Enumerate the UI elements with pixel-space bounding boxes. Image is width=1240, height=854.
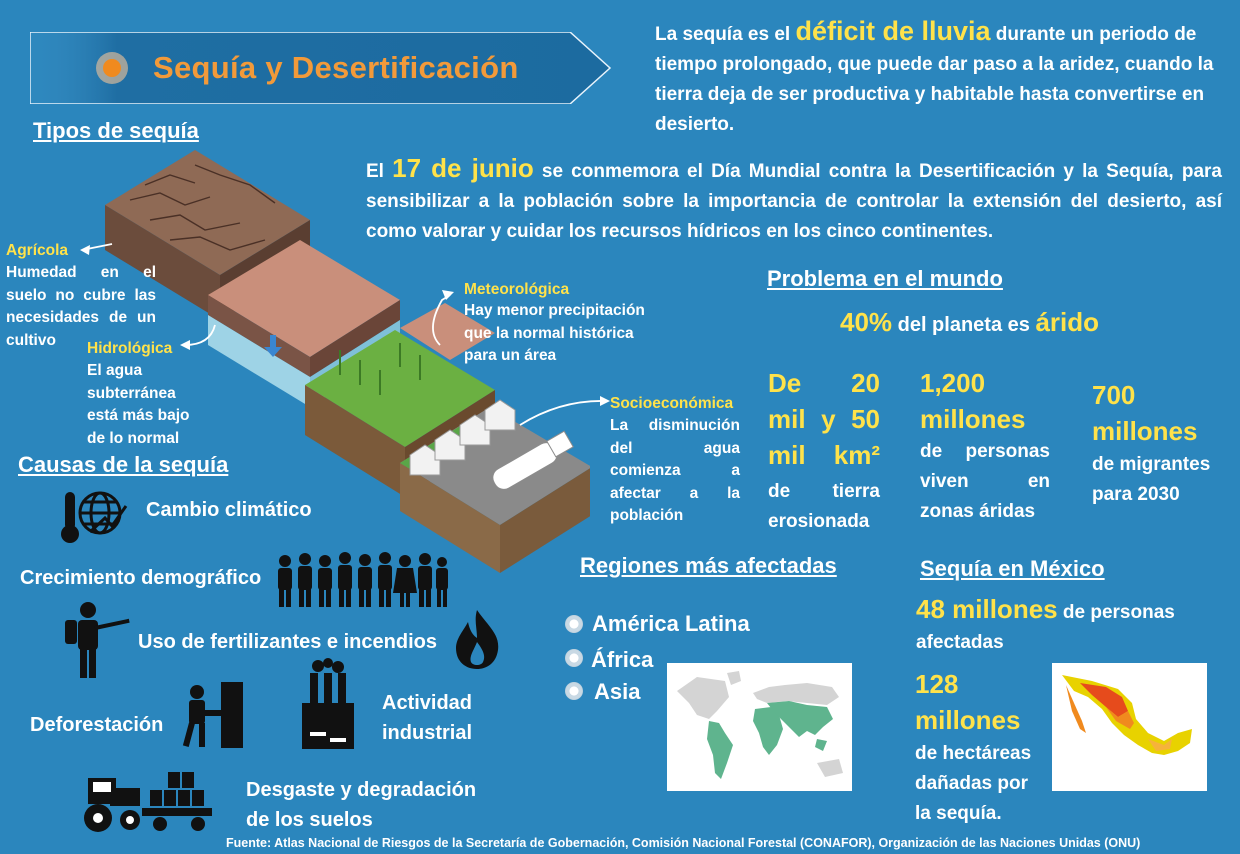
- region-asia: Asia: [594, 679, 641, 704]
- intro-paragraph: La sequía es el déficit de lluvia durante un periodo de tiempo prolongado, que puede dar paso a la aridez, cuando la tierra deja de ser productiva y habitable hasta convertirse en desierto.: [655, 16, 1214, 135]
- crowd-icon: [275, 551, 450, 609]
- fire-icon: [450, 608, 505, 670]
- cause-industrial-activity: Actividad industrial: [382, 692, 473, 744]
- fumigator-icon: [60, 600, 135, 680]
- date-paragraph: El 17 de junio se conmemora el Día Mundial contra la Desertificación y la Sequía, para sensibilizar a la población sobre la importancia de controlar la extensión del desierto, así como valorar y cuidar los recursos hídricos en los cinco continentes.: [366, 153, 1222, 242]
- stat-arid-people-value: 1,200 millones: [920, 368, 1026, 434]
- type-hidrologica-text: El agua subterránea está más bajo de lo normal: [87, 362, 190, 447]
- page-title: Sequía y Desertificación: [153, 50, 519, 85]
- type-hidrologica-label: Hidrológica: [87, 340, 173, 357]
- factory-icon: [300, 658, 355, 750]
- stat-eroded-text: de tierra erosionada: [768, 481, 880, 532]
- stat-arid-people-text: de personas viven en zonas áridas: [920, 441, 1050, 522]
- stat-migrants-value: 700 millones: [1092, 380, 1198, 446]
- region-africa: África: [591, 647, 654, 672]
- cause-population-growth: Crecimiento demográfico: [20, 567, 262, 589]
- type-socioeconomica-label: Socioeconómica: [610, 395, 734, 412]
- types-heading: Tipos de sequía: [33, 118, 199, 143]
- cause-climate-change: Cambio climático: [146, 499, 312, 521]
- region-latam: América Latina: [592, 611, 750, 636]
- type-meteorologica-label: Meteorológica: [464, 281, 570, 298]
- region-bullet-icon: [565, 615, 583, 633]
- cause-deforestation: Deforestación: [30, 714, 164, 736]
- stat-migrants-text: de migrantes para 2030: [1092, 454, 1211, 505]
- mexico-land-value: 128 millones: [915, 669, 1021, 735]
- type-agricola-label: Agrícola: [6, 242, 69, 259]
- region-bullet-icon: [565, 649, 583, 667]
- mexico-people: 48 millones de personas afectadas: [916, 594, 1175, 653]
- arid-stat: 40% del planeta es árido: [840, 307, 1100, 337]
- causes-heading: Causas de la sequía: [18, 452, 229, 477]
- regions-heading: Regiones más afectadas: [580, 553, 837, 578]
- cause-soil-degradation: Desgaste y degradación de los suelos: [246, 779, 477, 831]
- mexico-land-text: de hectáreas dañadas por la sequía.: [915, 743, 1032, 824]
- type-agricola-text: Humedad en el suelo no cubre las necesidades de un cultivo: [6, 264, 156, 349]
- type-socioeconomica-text: La disminución del agua comienza a afectar a la población: [610, 417, 740, 524]
- source-footnote: Fuente: Atlas Nacional de Riesgos de la Secretaría de Gobernación, Comisión Nacional Forestal (CONAFOR), Organización de las Naciones Unidas (ONU): [226, 836, 1141, 850]
- stat-eroded-value: De 20 mil y 50 mil km²: [768, 368, 880, 470]
- intro-highlight: déficit de lluvia: [795, 16, 991, 46]
- region-bullet-icon: [565, 682, 583, 700]
- mexico-heading: Sequía en México: [920, 556, 1105, 581]
- type-meteorologica-text: Hay menor precipitación que la normal histórica para un área: [464, 302, 645, 364]
- mexico-map: [1052, 663, 1207, 791]
- tractor-icon: [80, 770, 215, 832]
- thermometer-globe-icon: [60, 488, 130, 546]
- world-map: [667, 663, 852, 791]
- mexico-people-value: 48 millones: [916, 594, 1058, 624]
- date-highlight: 17 de junio: [392, 153, 534, 183]
- cause-fertilizers-fires: Uso de fertilizantes e incendios: [138, 631, 437, 653]
- logger-icon: [175, 678, 255, 750]
- world-heading: Problema en el mundo: [767, 266, 1003, 291]
